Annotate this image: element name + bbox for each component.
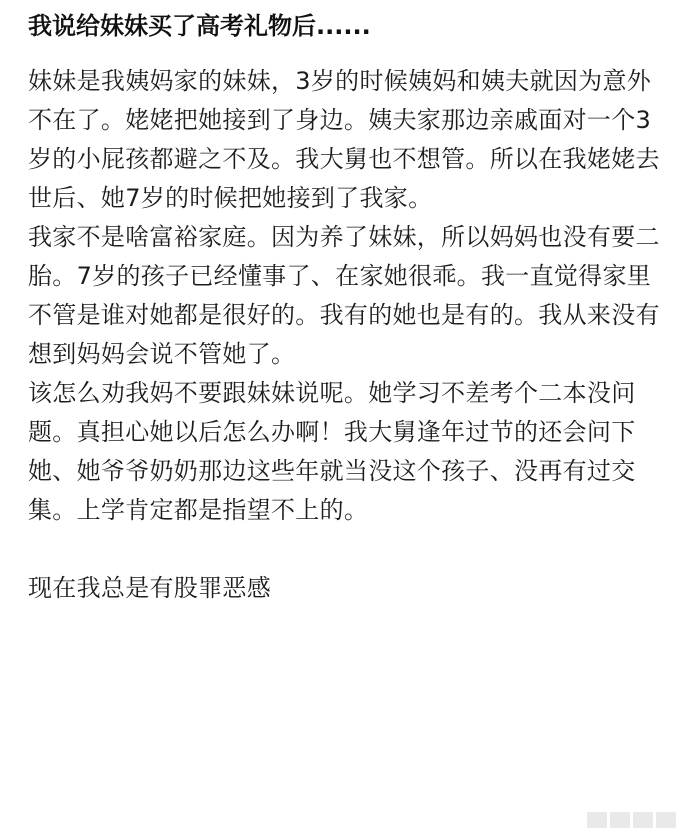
watermark	[587, 812, 676, 828]
watermark-block	[656, 812, 676, 828]
post-paragraph-2: 我家不是啥富裕家庭。因为养了妹妹，所以妈妈也没有要二胎。7岁的孩子已经懂事了、在家她很乖。我一直觉得家里不管是谁对她都是很好的。我有的她也是有的。我从来没有想到妈妈会说不管她了。	[28, 223, 660, 368]
post-title: 我说给妹妹买了高考礼物后......	[28, 12, 371, 40]
post-paragraph-3: 该怎么劝我妈不要跟妹妹说呢。她学习不差考个二本没问题。真担心她以后怎么办啊！我大舅逢年过节的还会问下她、她爷爷奶奶那边这些年就当没这个孩子、没再有过交集。上学肯定都是指望不上的。	[28, 379, 636, 524]
watermark-block	[633, 812, 653, 828]
watermark-block	[587, 812, 607, 828]
paragraph-spacer	[28, 530, 666, 569]
post-paragraph-1: 妹妹是我姨妈家的妹妹，3岁的时候姨妈和姨夫就因为意外不在了。姥姥把她接到了身边。姨夫家那边亲戚面对一个3岁的小屁孩都避之不及。我大舅也不想管。所以在我姥姥去世后、她7岁的时候把她接到了我家。	[28, 67, 660, 212]
post-body	[28, 62, 666, 608]
watermark-block	[610, 812, 630, 828]
post-closing-line: 现在我总是有股罪恶感	[28, 574, 271, 602]
